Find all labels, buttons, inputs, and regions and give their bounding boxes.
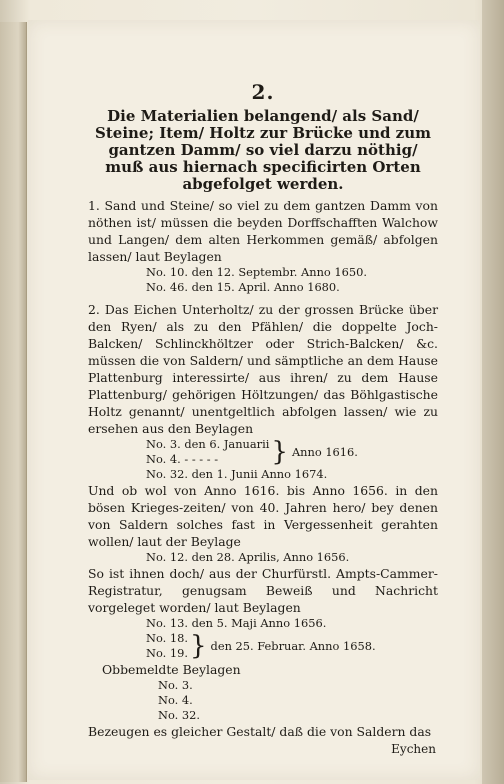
item-2-text-3: So ist ihnen doch/ aus der Churfürstl. Ampts-Cammer-Registratur, genugsam Beweiß und Nachricht vorgeleget worden/ laut Beylagen [88,566,438,615]
item-1-ref-1: No. 10. den 12. Septembr. Anno 1650. [146,265,367,279]
item-2-ref-12: No. 12. den 28. Aprilis, Anno 1656. [146,550,350,564]
enclosure-item: No. 3. [158,678,193,692]
brace-ref-18: No. 18. [146,631,188,645]
brace-ref-3: No. 3. den 6. Januarii [146,437,270,451]
item-2-text: 2. Das Eichen Unterholtz/ zu der grossen Brücke über den Ryen/ als zu den Pfählen/ die doppelte Joch-Balcken/ Schlinckhöltzer oder Strich-Balcken/ &c. müssen die von Saldern/ und sämptliche an dem Hause Plattenburg interessirte/ aus ihren/ zu dem Hause Plattenburg/ gehörigen Höltzungen/ das Böhlgastische Holtz genannt/ unentgeltlich abfolgen lassen/ wie zu ersehen aus den Beylagen [88,302,438,436]
enclosure-item: No. 32. [158,708,200,722]
page-edge-right [482,0,504,784]
brace-ref-4: No. 4. - - - - - [146,452,219,466]
item-2-text-2: Und ob wol von Anno 1616. bis Anno 1656. in den bösen Krieges-zeiten/ von 40. Jahren hero/ bey denen von Saldern solches fast in Vergessenheit gerahten wollen/ laut der Beylage [88,483,438,549]
enclosures-subhead: Obbemeldte Beylagen [102,662,241,677]
catchword: Eychen [391,742,436,756]
enclosure-item: No. 4. [158,693,193,707]
right-brace: } [189,631,207,661]
brace-date: den 25. Februar. Anno 1658. [210,638,376,653]
brace-ref-19: No. 19. [146,646,188,660]
page-sheet [28,20,480,780]
previous-page-edge [0,22,27,782]
item-2-ref-13: No. 13. den 5. Maji Anno 1656. [146,616,327,630]
item-2-text-4: Bezeugen es gleicher Gestalt/ daß die von Saldern das [88,724,432,739]
item-1-ref-2: No. 46. den 15. April. Anno 1680. [146,280,340,294]
section-heading: Die Materialien belangend/ als Sand/ Steine; Item/ Holtz zur Brücke und zum gantzen Damm/ so viel darzu nöthig/ muß aus hiernach specificirten Orten abgefolget werden. [95,107,431,193]
item-2-ref-32: No. 32. den 1. Junii Anno 1674. [146,467,328,481]
brace-group-1658 [88,631,438,661]
right-brace: } [271,437,288,467]
page-content [88,80,438,756]
page-number: 2. [251,80,275,104]
brace-group-1616 [88,437,438,467]
brace-year: Anno 1616. [291,444,358,459]
item-1-text: 1. Sand und Steine/ so viel zu dem gantzen Damm von nöthen ist/ müssen die beyden Dorffschafften Walchow und Langen/ dem alten Herkommen gemäß/ abfolgen lassen/ laut Beylagen [88,198,438,264]
